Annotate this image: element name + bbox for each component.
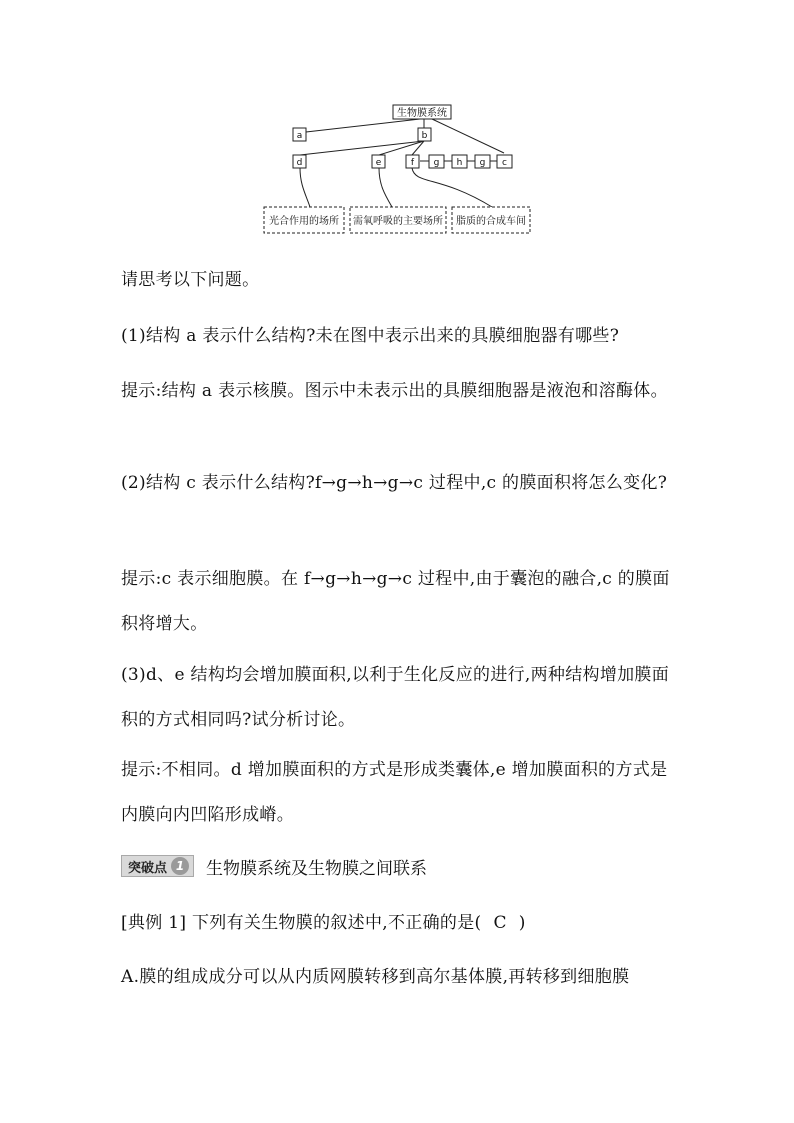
example-answer: C	[493, 913, 507, 933]
option-a: A.膜的组成成分可以从内质网膜转移到高尔基体膜,再转移到细胞膜	[121, 967, 630, 987]
caption-photosynthesis: 光合作用的场所	[269, 216, 339, 227]
section-badge-number: 1	[171, 857, 189, 875]
answer-3: 提示:不相同。d 增加膜面积的方式是形成类囊体,e 增加膜面积的方式是内膜向内凹陷形成嵴。	[121, 760, 668, 825]
section-heading	[121, 853, 427, 879]
node-g1-label: g	[433, 158, 440, 168]
example-suffix: )	[518, 913, 526, 933]
membrane-system-diagram	[0, 0, 794, 250]
root-label: 生物膜系统	[397, 108, 447, 119]
prompt-text: 请思考以下问题。	[121, 270, 260, 290]
example-prefix: [典例 1] 下列有关生物膜的叙述中,不正确的是(	[121, 913, 482, 933]
node-b-label: b	[421, 131, 428, 141]
answer-1: 提示:结构 a 表示核膜。图示中未表示出的具膜细胞器是液泡和溶酶体。	[121, 381, 668, 401]
section-badge-label: 突破点	[128, 860, 168, 876]
example-question	[121, 901, 681, 946]
node-g2-label: g	[479, 158, 486, 168]
node-f-label: f	[410, 158, 415, 168]
caption-lipid: 脂质的合成车间	[456, 216, 526, 227]
question-1: (1)结构 a 表示什么结构?未在图中表示出来的具膜细胞器有哪些?	[121, 326, 620, 346]
node-h-label: h	[456, 158, 463, 168]
section-badge	[121, 855, 194, 877]
caption-respiration: 需氧呼吸的主要场所	[353, 216, 443, 227]
node-e-label: e	[375, 158, 382, 168]
question-3: (3)d、e 结构均会增加膜面积,以利于生化反应的进行,两种结构增加膜面积的方式相同吗?试分析讨论。	[121, 665, 670, 730]
node-d-label: d	[296, 158, 303, 168]
question-2: (2)结构 c 表示什么结构?f→g→h→g→c 过程中,c 的膜面积将怎么变化?	[121, 473, 668, 493]
node-c-label: c	[502, 158, 507, 168]
section-title: 生物膜系统及生物膜之间联系	[206, 858, 428, 879]
node-a-label: a	[296, 131, 303, 141]
answer-2: 提示:c 表示细胞膜。在 f→g→h→g→c 过程中,由于囊泡的融合,c 的膜面积将增大。	[121, 569, 670, 634]
